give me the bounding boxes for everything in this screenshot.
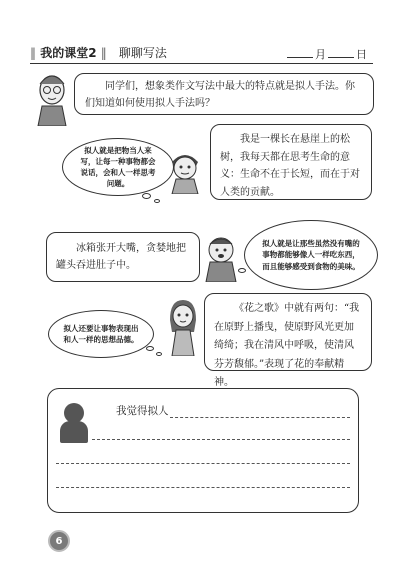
- example-box-3: 《花之歌》中就有两句：“我在原野上播曳，使原野风光更加绮绮；我在清风中呼吸，使清风芬芳馥郁。”表现了花的奉献精神。: [204, 293, 372, 371]
- date-field: [285, 46, 367, 62]
- thought-cloud-3: 拟人还要让事物表现出和人一样的思想品德。: [48, 310, 154, 358]
- answer-line-1[interactable]: [170, 417, 350, 418]
- thought-puff: [156, 352, 162, 356]
- answer-box: [47, 388, 359, 513]
- thought-puff: [238, 268, 246, 273]
- teacher-icon: [30, 70, 74, 126]
- day-label: 日: [356, 48, 367, 61]
- answer-prompt: 我觉得拟人: [116, 405, 169, 417]
- thought-puff: [142, 193, 151, 199]
- thought-puff: [154, 199, 160, 203]
- answer-line-4[interactable]: [56, 487, 350, 488]
- header-bar-right: ‖: [100, 46, 107, 60]
- student-avatar-icon: [64, 403, 84, 423]
- thought-puff: [146, 346, 154, 351]
- header-rule: [30, 63, 373, 64]
- answer-line-3[interactable]: [56, 463, 350, 464]
- intro-box: 同学们，想象类作文写法中最大的特点就是拟人手法。你们知道如何使用拟人手法吗？: [74, 73, 374, 115]
- thought-cloud-1: 拟人就是把物当人来写，让每一种事物都会说话，会和人一样思考问题。: [62, 138, 174, 196]
- month-blank[interactable]: [287, 57, 313, 58]
- lesson-header: [30, 44, 167, 61]
- fat-boy-icon: [202, 234, 240, 282]
- student-avatar-body: [60, 421, 88, 443]
- header-bar-left: ‖: [30, 46, 36, 60]
- boy-icon: [166, 148, 204, 194]
- page-number-badge: 6: [48, 530, 70, 552]
- month-label: 月: [315, 48, 326, 61]
- lesson-subtitle: 聊聊写法: [118, 46, 167, 60]
- girl-icon: [164, 298, 202, 356]
- lesson-title: 我的课堂2: [40, 46, 97, 60]
- day-blank[interactable]: [328, 57, 354, 58]
- thought-cloud-2: 拟人就是让那些虽然没有嘴的事物都能够像人一样吃东西，而且能够感受到食物的美味。: [244, 220, 378, 290]
- answer-line-2[interactable]: [92, 439, 350, 440]
- example-box-2: 冰箱张开大嘴，贪婪地把罐头吞进肚子中。: [46, 232, 200, 282]
- example-box-1: 我是一棵长在悬崖上的松树，我每天都在思考生命的意义：生命不在于长短，而在于对人类的贡献。: [210, 124, 372, 200]
